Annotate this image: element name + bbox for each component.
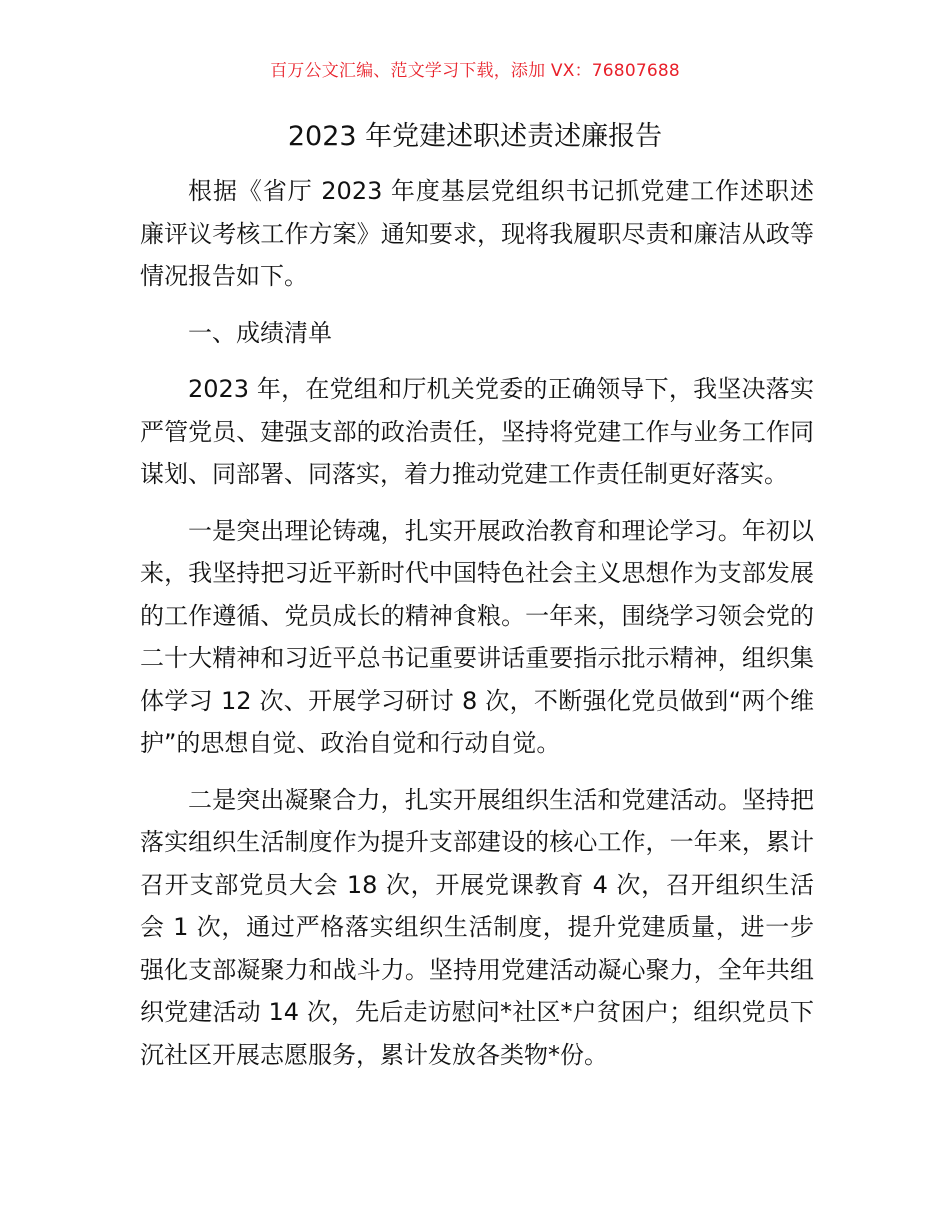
document-body xyxy=(140,170,814,1076)
document-title: 2023 年党建述职述责述廉报告 xyxy=(287,121,663,152)
paragraph-overview: 2023 年，在党组和厅机关党委的正确领导下，我坚决落实严管党员、建强支部的政治责任，坚持将党建工作与业务工作同谋划、同部署、同落实，着力推动党建工作责任制更好落实。 xyxy=(140,375,814,488)
header-banner: 百万公文汇编、范文学习下载，添加 VX：76807688 xyxy=(270,61,680,81)
paragraph-organization-life: 二是突出凝聚合力，扎实开展组织生活和党建活动。坚持把落实组织生活制度作为提升支部建设的核心工作，一年来，累计召开支部党员大会 18 次，开展党课教育 4 次，召开组织生活会 1 次，通过严格落实组织生活制度，提升党建质量，进一步强化支部凝聚力和战斗力。坚持用党建活动凝心聚力，全年共组织党建活动 14 次，先后走访慰问*社区*户贫困户；组织党员下沉社区开展志愿服务，累计发放各类物*份。 xyxy=(140,785,814,1069)
paragraph-theory-study: 一是突出理论铸魂，扎实开展政治教育和理论学习。年初以来，我坚持把习近平新时代中国特色社会主义思想作为支部发展的工作遵循、党员成长的精神食粮。一年来，围绕学习领会党的二十大精神和习近平总书记重要讲话重要指示批示精神，组织集体学习 12 次、开展学习研讨 8 次，不断强化党员做到“两个维护”的思想自觉、政治自觉和行动自觉。 xyxy=(140,516,814,757)
section-heading-achievements: 一、成绩清单 xyxy=(188,318,332,347)
paragraph-intro: 根据《省厅 2023 年度基层党组织书记抓党建工作述职述廉评议考核工作方案》通知要求，现将我履职尽责和廉洁从政等情况报告如下。 xyxy=(140,177,814,290)
